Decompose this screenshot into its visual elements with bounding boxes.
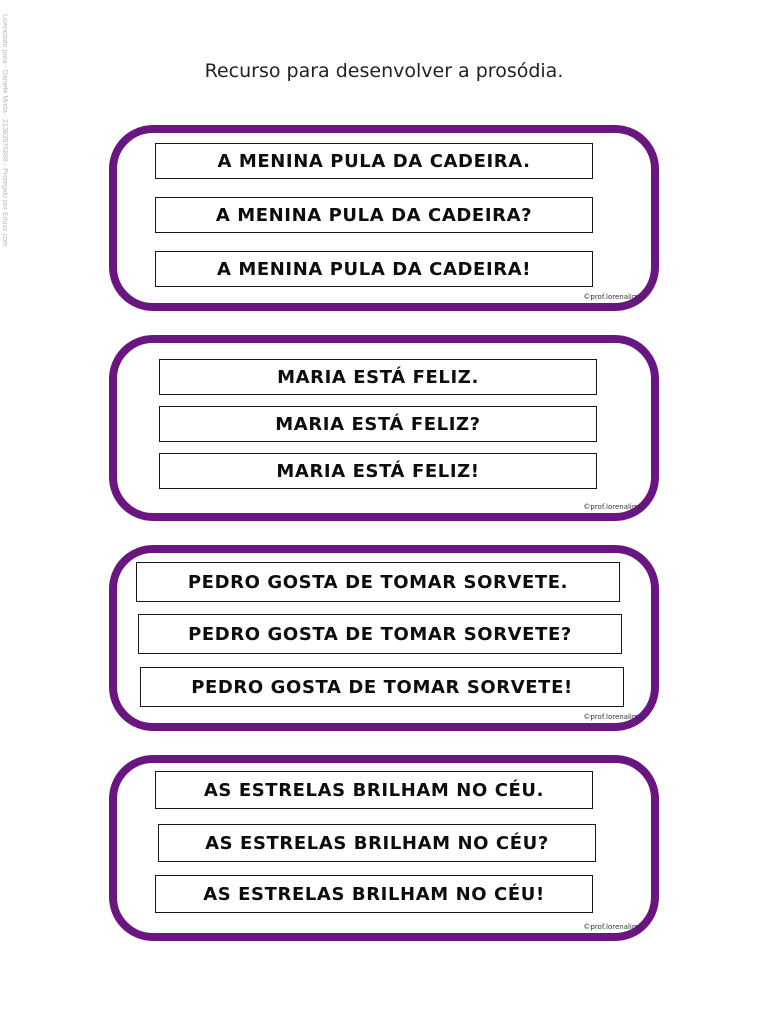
sentence-exclamation: PEDRO GOSTA DE TOMAR SORVETE! bbox=[140, 667, 624, 707]
sentence-exclamation: AS ESTRELAS BRILHAM NO CÉU! bbox=[155, 875, 593, 913]
author-credit: ©prof.lorenalima bbox=[583, 713, 643, 721]
author-credit: ©prof.lorenalima bbox=[583, 293, 643, 301]
sentence-card-2 bbox=[109, 335, 659, 521]
sentence-question: MARIA ESTÁ FELIZ? bbox=[159, 406, 597, 442]
sentence-question: PEDRO GOSTA DE TOMAR SORVETE? bbox=[138, 614, 622, 654]
license-watermark bbox=[0, 14, 8, 274]
sentence-question: A MENINA PULA DA CADEIRA? bbox=[155, 197, 593, 233]
sentence-statement: AS ESTRELAS BRILHAM NO CÉU. bbox=[155, 771, 593, 809]
sentence-card-3 bbox=[109, 545, 659, 731]
license-watermark-text: Licenciado para - Daniele Moda - 21383576888 - Protegido por Eduzz.com bbox=[1, 14, 8, 247]
sentence-exclamation: A MENINA PULA DA CADEIRA! bbox=[155, 251, 593, 287]
sentence-statement: MARIA ESTÁ FELIZ. bbox=[159, 359, 597, 395]
author-credit: ©prof.lorenalima bbox=[583, 923, 643, 931]
sentence-statement: A MENINA PULA DA CADEIRA. bbox=[155, 143, 593, 179]
sentence-exclamation: MARIA ESTÁ FELIZ! bbox=[159, 453, 597, 489]
sentence-question: AS ESTRELAS BRILHAM NO CÉU? bbox=[158, 824, 596, 862]
sentence-card-1 bbox=[109, 125, 659, 311]
page-title: Recurso para desenvolver a prosódia. bbox=[204, 60, 564, 82]
sentence-statement: PEDRO GOSTA DE TOMAR SORVETE. bbox=[136, 562, 620, 602]
sentence-card-4 bbox=[109, 755, 659, 941]
author-credit: ©prof.lorenalima bbox=[583, 503, 643, 511]
